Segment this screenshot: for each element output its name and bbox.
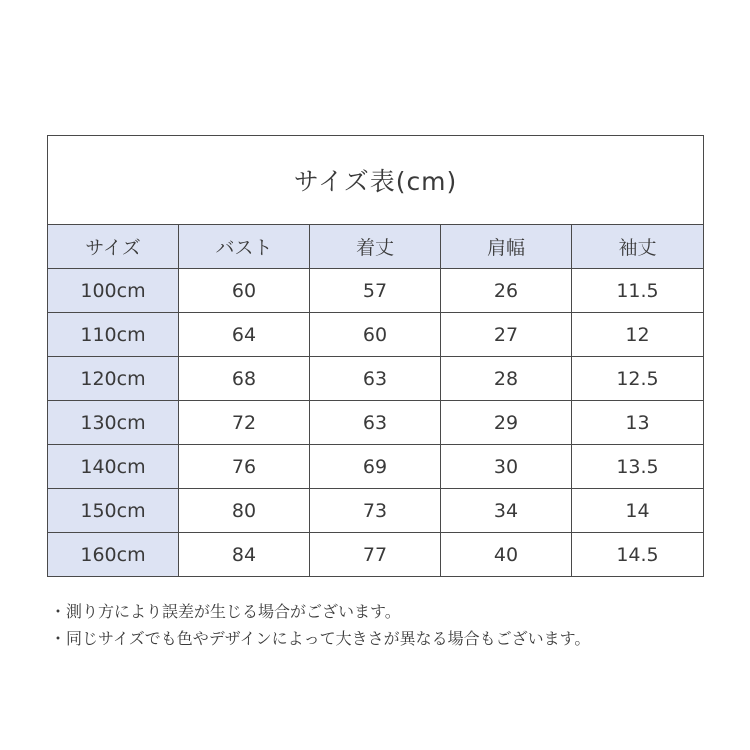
table-row (48, 489, 704, 533)
table-row (48, 533, 704, 577)
cell-bust: 68 (179, 357, 310, 401)
cell-length: 63 (310, 401, 441, 445)
cell-size: 110cm (48, 313, 179, 357)
cell-shoulder: 27 (441, 313, 572, 357)
cell-bust: 80 (179, 489, 310, 533)
table-row (48, 313, 704, 357)
cell-length: 57 (310, 269, 441, 313)
cell-shoulder: 30 (441, 445, 572, 489)
cell-shoulder: 26 (441, 269, 572, 313)
header-cell-length: 着丈 (310, 225, 441, 269)
cell-size: 130cm (48, 401, 179, 445)
notes (50, 598, 710, 652)
header-cell-size: サイズ (48, 225, 179, 269)
cell-sleeve: 13 (572, 401, 704, 445)
cell-sleeve: 12.5 (572, 357, 704, 401)
cell-size: 150cm (48, 489, 179, 533)
cell-shoulder: 28 (441, 357, 572, 401)
table-row (48, 269, 704, 313)
cell-size: 120cm (48, 357, 179, 401)
cell-sleeve: 14 (572, 489, 704, 533)
table-row (48, 445, 704, 489)
cell-sleeve: 12 (572, 313, 704, 357)
cell-length: 69 (310, 445, 441, 489)
header-row (48, 225, 704, 269)
header-cell-bust: バスト (179, 225, 310, 269)
cell-length: 77 (310, 533, 441, 577)
cell-sleeve: 14.5 (572, 533, 704, 577)
cell-sleeve: 13.5 (572, 445, 704, 489)
cell-bust: 72 (179, 401, 310, 445)
size-chart-table (47, 135, 704, 577)
cell-bust: 60 (179, 269, 310, 313)
cell-bust: 84 (179, 533, 310, 577)
cell-sleeve: 11.5 (572, 269, 704, 313)
header-cell-shoulder: 肩幅 (441, 225, 572, 269)
cell-length: 73 (310, 489, 441, 533)
cell-bust: 64 (179, 313, 310, 357)
cell-shoulder: 40 (441, 533, 572, 577)
cell-shoulder: 29 (441, 401, 572, 445)
table-row (48, 401, 704, 445)
note-size-variation: ・同じサイズでも色やデザインによって大きさが異なる場合もございます。 (50, 629, 591, 648)
table-title: サイズ表(cm) (48, 136, 704, 225)
cell-bust: 76 (179, 445, 310, 489)
cell-shoulder: 34 (441, 489, 572, 533)
cell-length: 63 (310, 357, 441, 401)
table-row (48, 357, 704, 401)
cell-size: 100cm (48, 269, 179, 313)
header-cell-sleeve: 袖丈 (572, 225, 704, 269)
note-measurement-error: ・測り方により誤差が生じる場合がございます。 (50, 602, 401, 621)
cell-size: 160cm (48, 533, 179, 577)
cell-length: 60 (310, 313, 441, 357)
cell-size: 140cm (48, 445, 179, 489)
